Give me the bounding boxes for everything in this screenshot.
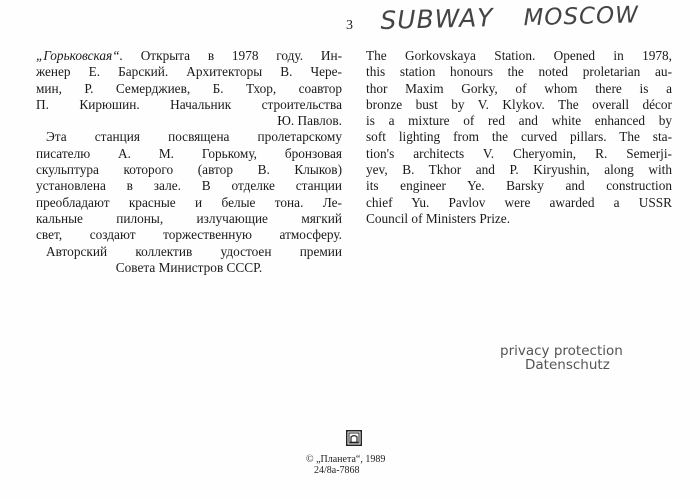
publisher-code: 24/8а-7868: [314, 465, 360, 476]
publisher-imprint: [306, 454, 385, 476]
privacy-watermark: [500, 344, 623, 372]
russian-line: „Горьковская“. Открыта в 1978 году. Ин-: [36, 48, 342, 63]
handwritten-note: [380, 0, 639, 35]
english-line: The Gorkovskaya Station. Opened in 1978,: [366, 48, 672, 63]
english-description: [366, 48, 672, 227]
russian-line: установлена в зале. В отделке станции: [36, 178, 342, 194]
russian-line: свет, создают торжественную атмосферу.: [36, 227, 342, 243]
russian-line: женер Е. Барский. Архитекторы В. Чере-: [36, 64, 342, 80]
english-line: yev, B. Tkhor and P. Kiryushin, along with: [366, 162, 672, 178]
publisher-logo-icon: [346, 430, 362, 446]
russian-line: Совета Министров СССР.: [115, 259, 263, 275]
watermark-line-privacy: privacy protection: [500, 343, 623, 359]
russian-description: [36, 48, 342, 276]
russian-line: Эта станция посвящена пролетарскому: [46, 129, 342, 145]
english-line: soft lighting from the curved pillars. The sta-: [366, 129, 672, 145]
russian-line: писателю А. М. Горькому, бронзовая: [36, 145, 342, 161]
english-line: its engineer Ye. Barsky and construction: [366, 178, 672, 194]
english-line: this station honours the noted proletarian au-: [366, 64, 672, 80]
english-line: thor Maxim Gorky, of whom there is a: [366, 80, 672, 96]
russian-line: мин, Р. Семерджиев, Б. Тхор, соавтор: [36, 80, 342, 96]
page-number: 3: [346, 18, 353, 33]
handwritten-word-moscow: MOSCOW: [523, 2, 640, 32]
station-name-russian: „Горьковская“.: [36, 48, 123, 63]
russian-line: Авторский коллектив удостоен премии: [46, 243, 342, 259]
russian-line: П. Кирюшин. Начальник строительства: [36, 96, 342, 112]
watermark-line-datenschutz: Datenschutz: [525, 357, 610, 373]
english-line: Council of Ministers Prize.: [366, 210, 511, 226]
russian-line: преобладают красные и белые тона. Ле-: [36, 194, 342, 210]
russian-line: скульптура которого (автор В. Клыков): [36, 162, 342, 178]
english-line: is a mixture of red and white enhanced by: [366, 113, 672, 129]
english-line: tion's architects V. Cheryomin, R. Semerji-: [366, 145, 672, 161]
handwritten-word-subway: SUBWAY: [380, 3, 494, 35]
publisher-copyright: © „Планета“, 1989: [306, 454, 386, 465]
english-line: chief Yu. Pavlov were awarded a USSR: [366, 194, 672, 210]
english-line: bronze bust by V. Klykov. The overall décor: [366, 96, 672, 112]
russian-line: Ю. Павлов.: [277, 113, 342, 129]
russian-line: кальные пилоны, излучающие мягкий: [36, 210, 342, 226]
